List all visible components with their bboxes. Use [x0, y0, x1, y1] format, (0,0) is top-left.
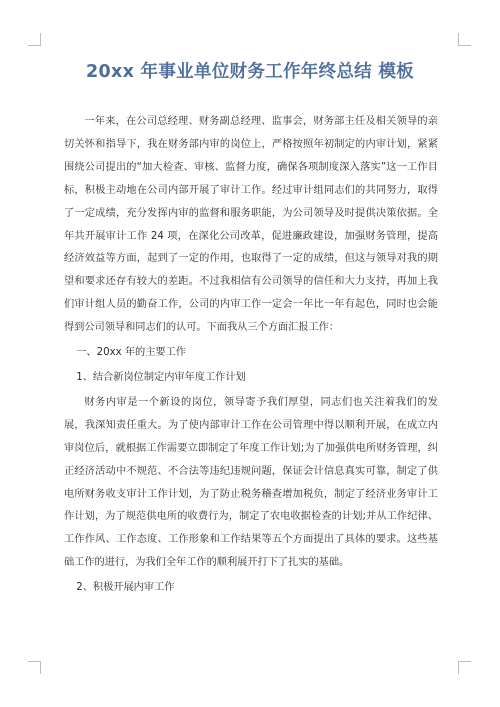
- crop-mark-bottom-left: [28, 661, 41, 674]
- document-title: 20xx 年事业单位财务工作年终总结 模板: [86, 62, 414, 82]
- crop-mark-top-left: [28, 33, 41, 46]
- document-body: [64, 111, 438, 602]
- subsection-heading-audit: 2、积极开展内审工作: [76, 582, 175, 594]
- intro-paragraph: 一年来，在公司总经理、财务副总经理、监事会，财务部主任及相关领导的亲切关怀和指导下，我在财务部内审的岗位上，严格按照年初制定的内审计划，紧紧围绕公司提出的“加大检查、审核、监督力度，确保各项制度深入落实”这一工作目标，积极主动地在公司内部开展了审计工作。经过审计组同志们的共同努力，取得了一定成绩，充分发挥内审的监督和服务职能，为公司领导及时提供决策依据。全年共开展审计工作 24 项，在深化公司改革，促进廉政建设，加强财务管理，提高经济效益等方面，起到了一定的作用，也取得了一定的成绩，但这与领导对我的期望和要求还存有较大的差距。不过我相信有公司领导的信任和大力支持，再加上我们审计组人员的勤奋工作，公司的内审工作一定会一年比一年有起色，同时也会能得到公司领导和同志们的认可。下面我从三个方面汇报工作：: [64, 116, 438, 334]
- plan-paragraph: 财务内审是一个新设的岗位，领导寄予我们厚望，同志们也关注着我们的发展，我深知责任重大。为了使内部审计工作在公司管理中得以顺利开展，在成立内审岗位后，就根据工作需要立即制定了年度工作计划;为了加强供电所财务管理，纠正经济活动中不规范、不合法等违纪违规问题，保证会计信息真实可靠，制定了供电所财务收支审计工作计划，为了防止税务稽查增加税负，制定了经济业务审计工作计划，为了规范供电所的收费行为，制定了农电收据检查的计划;并从工作纪律、工作作风、工作态度、工作形象和工作结果等五个方面提出了具体的要求。这些基础工作的进行，为我们全年工作的顺利展开打下了扎实的基础。: [64, 396, 438, 569]
- subsection-heading-plan: 1、结合新岗位制定内审年度工作计划: [76, 371, 246, 383]
- section-heading-main-work: 一、20xx 年的主要工作: [76, 347, 186, 359]
- crop-mark-top-right: [458, 33, 471, 46]
- crop-mark-bottom-right: [458, 661, 471, 674]
